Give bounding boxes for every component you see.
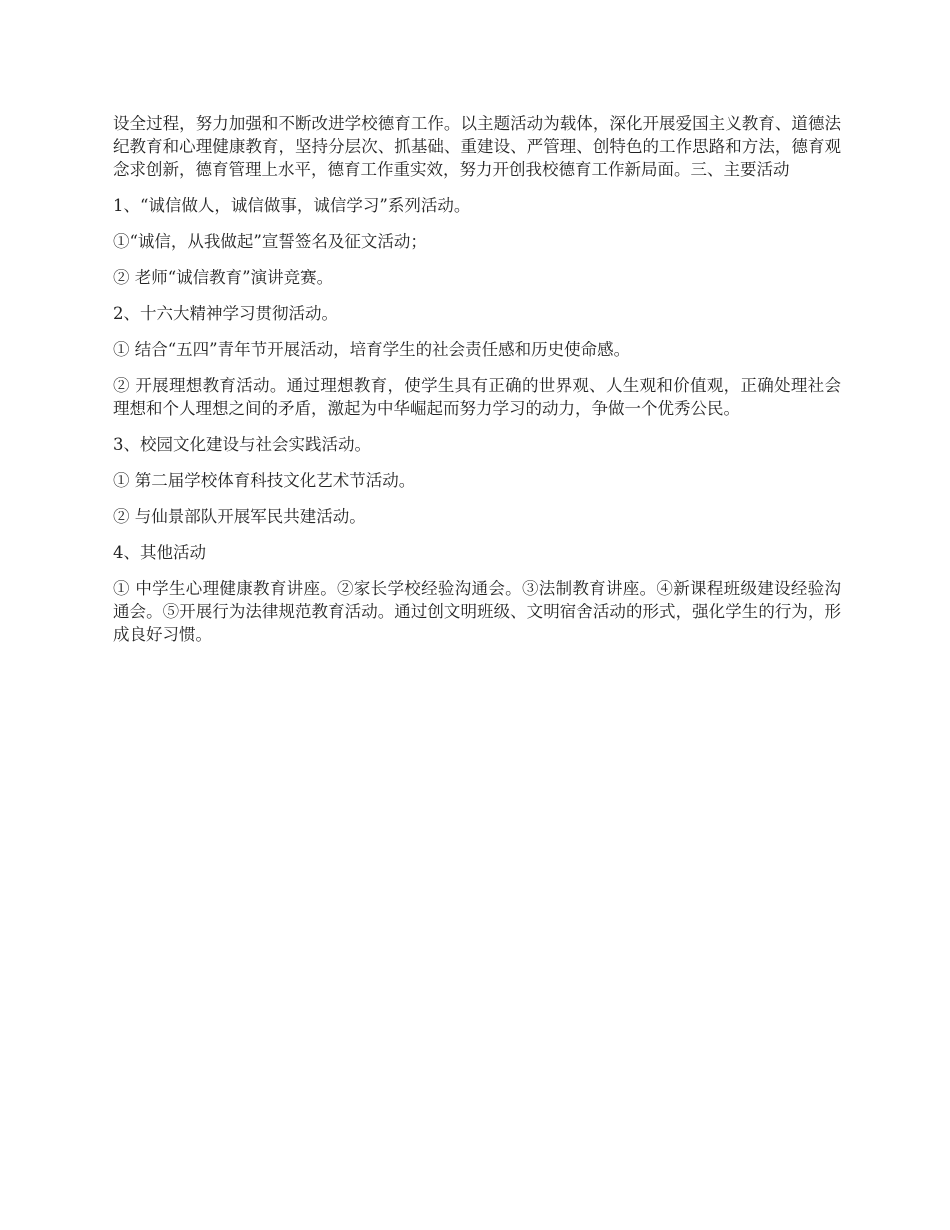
list-item: ② 老师“诚信教育”演讲竞赛。 (113, 268, 334, 287)
section-heading-study: 2、十六大精神学习贯彻活动。 (113, 304, 338, 323)
list-item: ② 开展理想教育活动。通过理想教育，使学生具有正确的世界观、人生观和价值观，正确处理社会理想和个人理想之间的矛盾，激起为中华崛起而努力学习的动力，争做一个优秀公民。 (113, 376, 841, 418)
list-item: ① 中学生心理健康教育讲座。②家长学校经验沟通会。③法制教育讲座。④新课程班级建设经验沟通会。⑤开展行为法律规范教育活动。通过创文明班级、文明宿舍活动的形式，强化学生的行为，形成良好习惯。 (113, 579, 841, 644)
list-item: ② 与仙景部队开展军民共建活动。 (113, 507, 366, 526)
section-heading-integrity: 1、“诚信做人，诚信做事，诚信学习”系列活动。 (113, 196, 471, 215)
section-heading-other: 4、其他活动 (113, 543, 206, 562)
list-item: ①“诚信，从我做起”宣誓签名及征文活动； (113, 232, 427, 251)
list-item: ① 第二届学校体育科技文化艺术节活动。 (113, 471, 416, 490)
section-heading-campus-culture: 3、校园文化建设与社会实践活动。 (113, 435, 371, 454)
document-body (113, 112, 841, 659)
paragraph-intro: 设全过程，努力加强和不断改进学校德育工作。以主题活动为载体，深化开展爱国主义教育、道德法纪教育和心理健康教育，坚持分层次、抓基础、重建设、严管理、创特色的工作思路和方法，德育观念求创新，德育管理上水平，德育工作重实效，努力开创我校德育工作新局面。三、主要活动 (113, 114, 841, 179)
list-item: ① 结合“五四”青年节开展活动，培育学生的社会责任感和历史使命感。 (113, 340, 631, 359)
